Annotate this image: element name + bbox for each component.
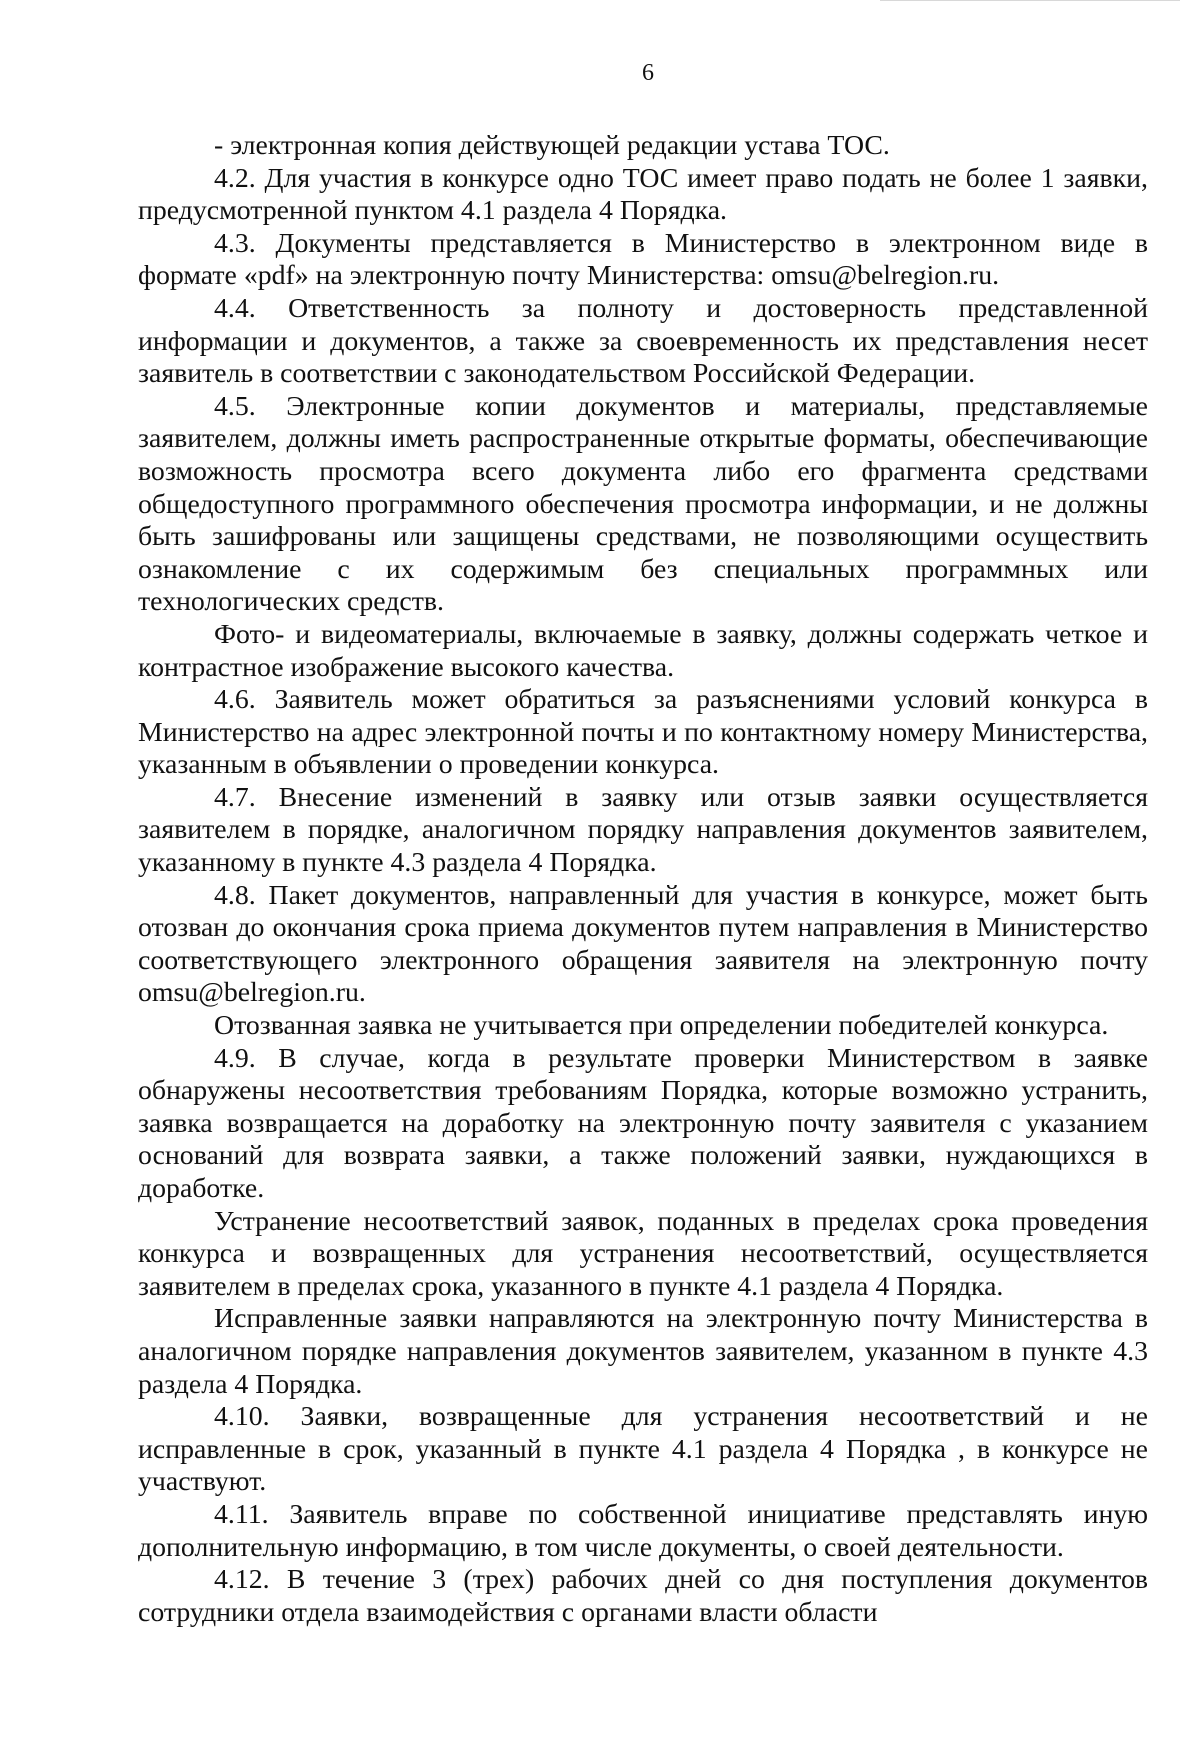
paragraph-photo-video: Фото- и видеоматериалы, включаемые в заявку, должны содержать четкое и контрастное изображение высокого качества. <box>138 618 1148 683</box>
document-page <box>138 58 1148 1629</box>
paragraph-corrected-applications: Исправленные заявки направляются на электронную почту Министерства в аналогичном порядке направления документов заявителем, указанном в пункте 4.3 раздела 4 Порядка. <box>138 1303 1148 1400</box>
paragraph-withdrawn-application: Отозванная заявка не учитывается при определении победителей конкурса. <box>214 1010 1109 1042</box>
paragraph-4-10: 4.10. Заявки, возвращенные для устранения несоответствий и не исправленные в срок, указанный в пункте 4.1 раздела 4 Порядка , в конкурсе не участвуют. <box>138 1401 1148 1498</box>
scan-top-edge-line <box>880 0 1180 1</box>
paragraph-4-9: 4.9. В случае, когда в результате проверки Министерством в заявке обнаружены несоответствия требованиям Порядка, которые возможно устранить, заявка возвращается на доработку на электронную почту заявителя с указанием оснований для возврата заявки, а также положений заявки, нуждающихся в доработке. <box>138 1042 1148 1204</box>
paragraph-4-6: 4.6. Заявитель может обратиться за разъяснениями условий конкурса в Министерство на адрес электронной почты и по контактному номеру Министерства, указанным в объявлении о проведении конкурса. <box>138 684 1148 781</box>
paragraph-4-12: 4.12. В течение 3 (трех) рабочих дней со дня поступления документов сотрудники отдела взаимодействия с органами власти области <box>138 1564 1148 1628</box>
paragraph-4-11: 4.11. Заявитель вправе по собственной инициативе представлять иную дополнительную информацию, в том числе документы, о своей деятельности. <box>138 1498 1148 1563</box>
paragraph-charter-copy: - электронная копия действующей редакции устава ТОС. <box>214 130 890 161</box>
paragraph-4-8: 4.8. Пакет документов, направленный для участия в конкурсе, может быть отозван до окончания срока приема документов путем направления в Министерство соответствующего электронного обращения заявителя на электронную почту omsu@belregion.ru. <box>138 879 1148 1009</box>
paragraph-4-4: 4.4. Ответственность за полноту и достоверность представленной информации и документов, а также за своевременность их представления несет заявитель в соответствии с законодательством Российской Федерации. <box>138 292 1148 390</box>
paragraph-4-5: 4.5. Электронные копии документов и материалы, представляемые заявителем, должны иметь распространенные открытые форматы, обеспечивающие возможность просмотра всего документа либо его фрагмента средствами общедоступного программного обеспечения просмотра информации, и не должны быть зашифрованы или защищены средствами, не позволяющими осуществить ознакомление с их содержимым без специальных программных или технологических средств. <box>138 390 1148 618</box>
paragraph-4-3: 4.3. Документы представляется в Министерство в электронном виде в формате «pdf» на электронную почту Министерства: omsu@belregion.ru. <box>138 227 1148 292</box>
paragraph-4-7: 4.7. Внесение изменений в заявку или отзыв заявки осуществляется заявителем в порядке, аналогичном порядку направления документов заявителем, указанному в пункте 4.3 раздела 4 Порядка. <box>138 781 1148 879</box>
page-number: 6 <box>642 60 654 86</box>
paragraph-4-2: 4.2. Для участия в конкурсе одно ТОС имеет право подать не более 1 заявки, предусмотренной пунктом 4.1 раздела 4 Порядка. <box>138 162 1148 227</box>
paragraph-elimination-of-discrepancies: Устранение несоответствий заявок, поданных в пределах срока проведения конкурса и возвращенных для устранения несоответствий, осуществляется заявителем в пределах срока, указанного в пункте 4.1 раздела 4 Порядка. <box>138 1205 1148 1302</box>
